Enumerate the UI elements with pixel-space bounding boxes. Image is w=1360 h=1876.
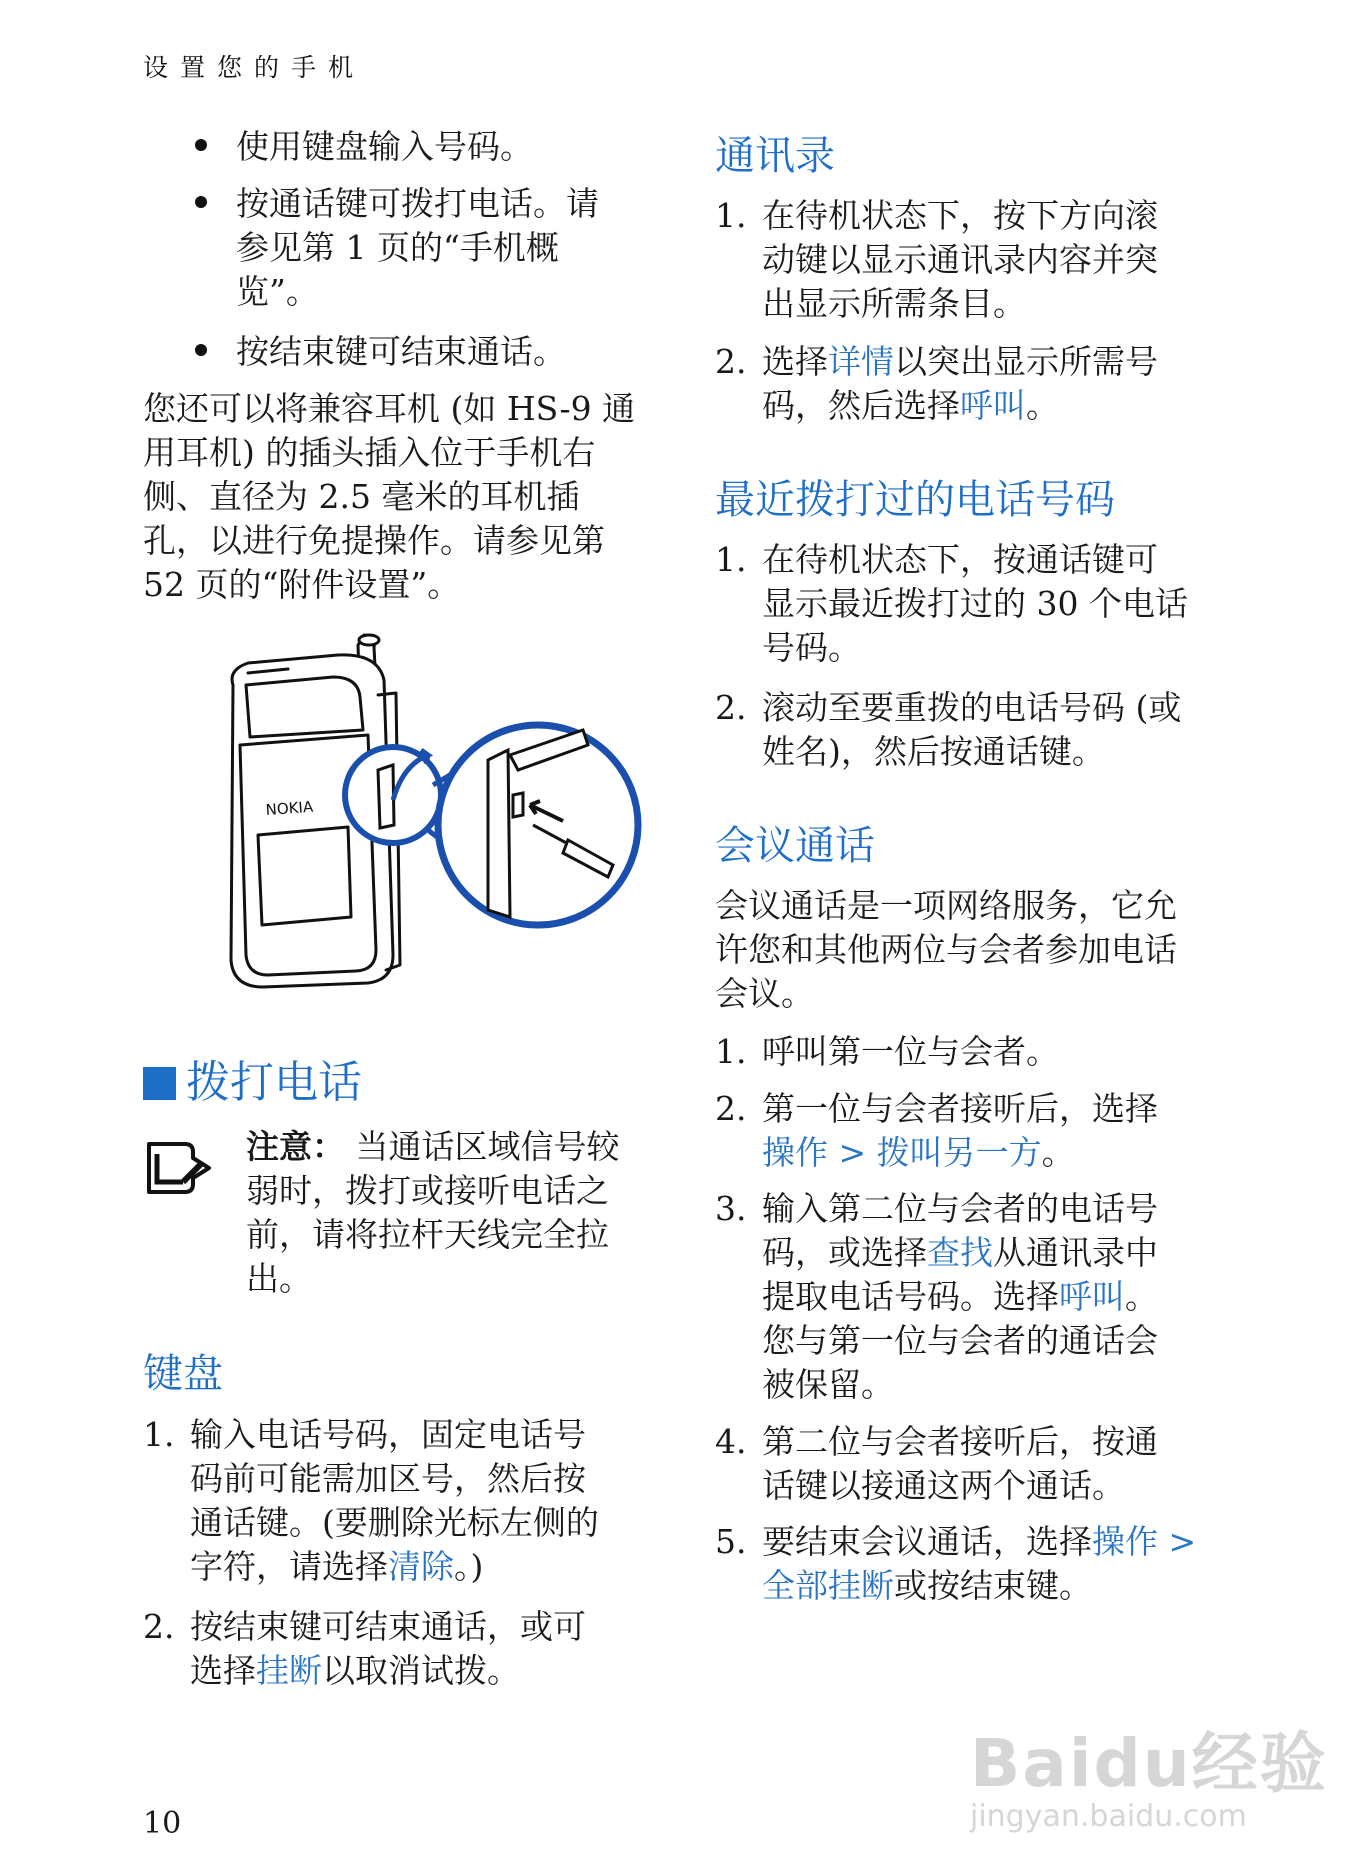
list-item: 2. 选择详情以突出显示所需号 码，然后选择呼叫。	[715, 342, 1158, 425]
phone-headset-illustration	[188, 625, 663, 995]
option-new-call: 拨叫另一方	[876, 1133, 1042, 1172]
list-item: 4. 第二位与会者接听后，按通 话键以接通这两个通话。	[715, 1422, 1158, 1505]
list-item: 2. 第一位与会者接听后，选择 操作 > 拨叫另一方。	[715, 1089, 1158, 1172]
bullet-item: 按结束键可结束通话。	[143, 330, 566, 374]
bullet-item: 使用键盘输入号码。	[143, 125, 533, 169]
list-item: 1. 输入电话号码，固定电话号 码前可能需加区号，然后按 通话键。(要删除光标左侧的 字符，请选择清除。)	[143, 1415, 599, 1586]
subsection-title-keypad: 键盘	[143, 1351, 223, 1397]
list-item: 2. 滚动至要重拨的电话号码 (或 姓名)，然后按通话键。	[715, 688, 1182, 771]
bullet-dot	[195, 196, 207, 208]
section-title-dialing: 拨打电话	[143, 1055, 663, 1111]
option-call: 呼叫	[960, 386, 1026, 425]
option-options: 操作	[1092, 1522, 1158, 1561]
watermark-url: jingyan.baidu.com	[970, 1799, 1247, 1834]
watermark-brand: Baidu经验	[970, 1725, 1328, 1802]
subsection-title-recent-calls: 最近拨打过的电话号码	[715, 477, 1115, 523]
list-item: 1. 呼叫第一位与会者。	[715, 1032, 1059, 1071]
option-clear: 清除	[388, 1547, 454, 1586]
note-icon	[143, 1138, 215, 1198]
list-item: 2. 按结束键可结束通话，或可 选择挂断以取消试拨。	[143, 1607, 586, 1690]
list-item: 5. 要结束会议通话，选择操作 > 全部挂断或按结束键。	[715, 1522, 1197, 1605]
option-details: 详情	[828, 342, 894, 381]
option-search: 查找	[927, 1233, 993, 1272]
subsection-title-conference: 会议通话	[715, 823, 875, 869]
option-end-all-calls: 全部挂断	[762, 1566, 894, 1605]
headset-paragraph: 您还可以将兼容耳机 (如 HS-9 通 用耳机) 的插头插入位于手机右 侧、直径为 2.5 毫米的耳机插 孔，以进行免提操作。请参见第 52 页的“附件设置”。	[143, 389, 636, 604]
bullet-item: 按通话键可拨打电话。请 参见第 1 页的“手机概 览”。	[143, 182, 599, 314]
page-number: 10	[143, 1806, 182, 1841]
subsection-title-contacts: 通讯录	[715, 133, 835, 179]
option-hang-up: 挂断	[256, 1651, 322, 1690]
note-block: 注意： 当通话区域信号较 弱时，拨打或接听电话之 前，请将拉杆天线完全拉 出。	[246, 1127, 620, 1298]
running-header: 设置您的手机	[143, 53, 366, 82]
conference-intro: 会议通话是一项网络服务，它允 许您和其他两位与会者参加电话 会议。	[715, 886, 1177, 1013]
list-item: 1. 在待机状态下，按通话键可 显示最近拨打过的 30 个电话 号码。	[715, 540, 1188, 667]
list-item: 3. 输入第二位与会者的电话号 码，或选择查找从通讯录中 提取电话号码。选择呼叫。 您与第一位与会者的通话会 被保留。	[715, 1189, 1158, 1404]
baidu-watermark	[970, 1710, 1328, 1834]
option-call: 呼叫	[1059, 1277, 1125, 1316]
note-label: 注意：	[246, 1127, 345, 1166]
bullet-dot	[195, 139, 207, 151]
list-item: 1. 在待机状态下，按下方向滚 动键以显示通讯录内容并突 出显示所需条目。	[715, 196, 1158, 323]
section-square-icon	[143, 1067, 176, 1100]
bullet-dot	[195, 344, 207, 356]
phone-logo: NOKIA	[265, 797, 314, 819]
option-options: 操作	[762, 1133, 828, 1172]
